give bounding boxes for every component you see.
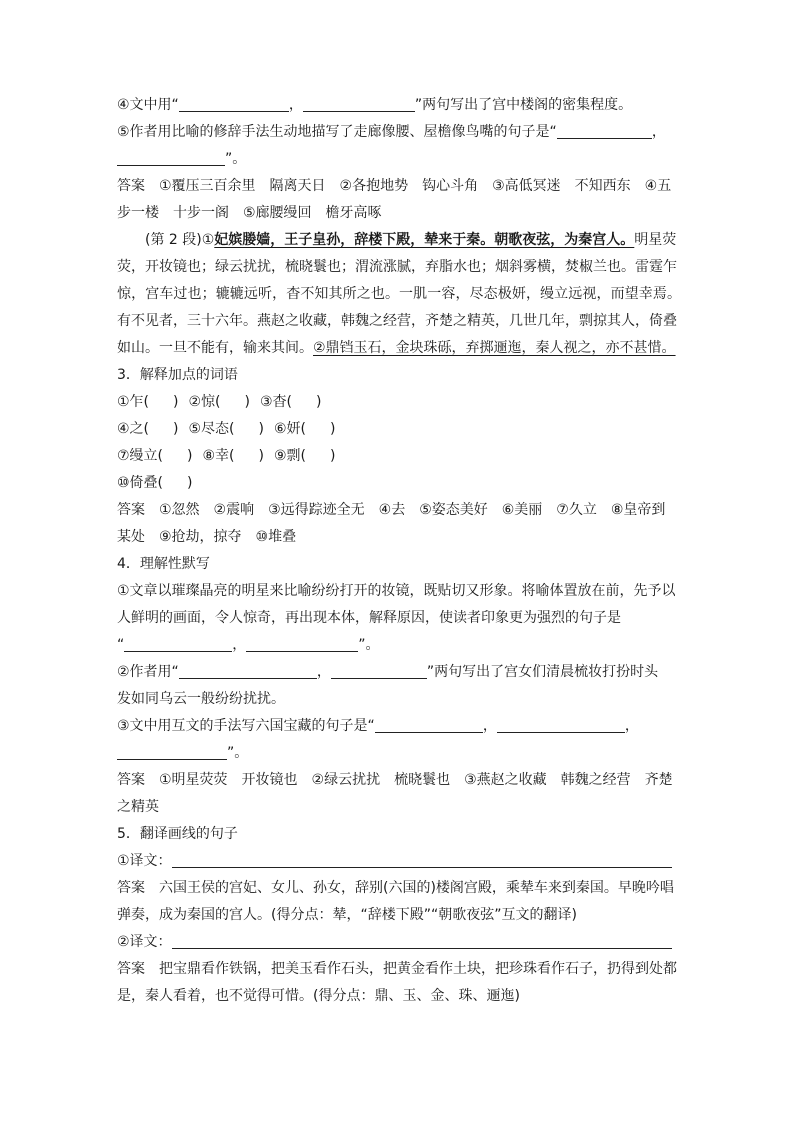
passage-underlined-2: ②鼎铛玉石，金块珠砾，弃掷逦迤，秦人视之，亦不甚惜。 xyxy=(313,340,676,356)
q4-item-1-line-3 xyxy=(117,632,677,659)
q2-answer-line-2 xyxy=(117,200,677,227)
q3-paren: ) xyxy=(187,448,193,464)
q4-item-3-line-2 xyxy=(117,740,677,767)
q2-item-4 xyxy=(117,92,677,119)
q3-word: ④之( xyxy=(117,421,150,437)
dotted-word: 杳 xyxy=(286,286,301,302)
q3-paren: ) xyxy=(173,421,179,437)
passage-line-1 xyxy=(117,227,677,254)
passage-underlined-1: 妃嫔媵嫱，王子皇孙，辞楼下殿，辇来于秦。朝歌夜弦，为秦宫人。 xyxy=(214,232,635,248)
dotted-word: 惊 xyxy=(117,286,132,302)
q4-item-2-blank-2[interactable] xyxy=(331,662,427,679)
dotted-word: 尽态 xyxy=(469,286,498,302)
q2-answer-line-1 xyxy=(117,173,677,200)
q3-word: ⑧幸( xyxy=(202,448,235,464)
q4-quote: ”。 xyxy=(358,637,380,653)
passage-text: 荧，开妆镜也；绿云扰扰，梳晓鬟也；渭流涨腻，弃脂水也；烟斜雾横，焚椒兰也。雷霆 xyxy=(117,259,663,275)
q4-title-text: 4．理解性默写 xyxy=(117,556,210,572)
passage-line-3 xyxy=(117,281,682,308)
q3-row-4 xyxy=(117,470,677,497)
q2-answer-text-2: 步一楼 十步一阁 ⑤廊腰缦回 檐牙高啄 xyxy=(117,205,382,221)
answer-label: 答案 xyxy=(117,772,145,788)
passage-text: 极 xyxy=(497,286,512,302)
q4-answer-line-2 xyxy=(117,794,677,821)
q3-title-text: 3．解释加点的词语 xyxy=(117,367,238,383)
passage-text: (第 2 段)① xyxy=(145,232,215,248)
q4-item-3-text: ③文中用互文的手法写六国宝藏的句子是“ xyxy=(117,718,375,734)
q3-paren: ) xyxy=(258,448,264,464)
q5-answer-1-text: 弹奏，成为秦国的宫人。(得分点：辇，“辞楼下殿”“朝歌夜弦”互文的翻译) xyxy=(117,907,577,923)
passage-line-4 xyxy=(117,308,677,335)
q3-word: ⑦缦立( xyxy=(117,448,164,464)
q3-paren: ) xyxy=(244,394,250,410)
q3-row-2 xyxy=(117,416,677,443)
answer-label: 答案 xyxy=(117,880,145,896)
q4-comma: ， xyxy=(482,718,497,734)
q5-answer-1-line-1 xyxy=(117,875,677,902)
q3-word: ①乍( xyxy=(117,394,150,410)
dotted-word: 幸 xyxy=(638,286,653,302)
q5-answer-2-line-2 xyxy=(117,983,677,1010)
q3-paren: ) xyxy=(315,394,322,410)
q2-item-5-tail: ”。 xyxy=(225,151,247,167)
dotted-word: 倚叠 xyxy=(649,313,677,329)
q2-item-4-text: ④文中用“ xyxy=(117,97,179,113)
q4-item-3-blank-1[interactable] xyxy=(375,716,483,733)
dotted-word: 剽 xyxy=(579,313,593,329)
q2-item-5 xyxy=(117,119,677,146)
q5-title-text: 5．翻译画线的句子 xyxy=(117,826,238,842)
q5-answer-2-text: 把宝鼎看作铁锅，把美玉看作石头，把黄金看作土块，把珍珠看作石子，扔得到处都 xyxy=(159,961,677,977)
q4-item-2-text: ②作者用“ xyxy=(117,664,179,680)
q5-translation-1-input[interactable] xyxy=(172,851,672,868)
q5-translation-1 xyxy=(117,848,677,875)
q4-item-2-line-1 xyxy=(117,659,677,686)
q3-word: ③杳( xyxy=(259,394,292,410)
q2-item-4-blank-1[interactable] xyxy=(179,95,289,112)
q3-answer-text-2: 某处 ⑨抢劫，掠夺 ⑩堆叠 xyxy=(117,529,297,545)
q3-answer-line-1 xyxy=(117,497,677,524)
q2-item-5-text: ⑤作者用比喻的修辞手法生动地描写了走廊像腰、屋檐像鸟嘴的句子是“ xyxy=(117,124,557,140)
q4-item-2-tail: ”两句写出了宫女们清晨梳妆打扮时头 xyxy=(426,664,659,680)
passage-text: 掠其人， xyxy=(593,313,649,329)
q2-item-5-comma: ， xyxy=(651,124,666,140)
passage-text: 。一旦不能有，输来其间。 xyxy=(145,340,313,356)
q4-item-1-line-1 xyxy=(117,578,677,605)
passage-line-5 xyxy=(117,335,677,362)
q3-word: ⑤尽态( xyxy=(188,421,235,437)
q3-paren: ) xyxy=(258,421,264,437)
passage-text: ， xyxy=(525,286,541,302)
q5-answer-2-line-1 xyxy=(117,956,677,983)
q4-comma: ， xyxy=(316,664,331,680)
q4-item-1-text: 人鲜明的画面，令人惊奇，再出现本体，解释原因，使读者印象更为强烈的句子是 xyxy=(117,610,621,626)
q3-word: ②惊( xyxy=(188,394,221,410)
dotted-word: 之 xyxy=(356,286,371,302)
q5-translation-2 xyxy=(117,929,677,956)
q4-item-3-blank-2[interactable] xyxy=(497,716,625,733)
q4-item-1-blank-2[interactable] xyxy=(246,635,358,652)
passage-text: 有不见者，三十六年。燕赵之收藏，韩魏之经营，齐楚之精英，几世几年， xyxy=(117,313,579,329)
q5-answer-1-line-2 xyxy=(117,902,677,929)
q5-translation-2-input[interactable] xyxy=(172,932,672,949)
q4-item-3-blank-3[interactable] xyxy=(117,743,227,760)
q4-answer-line-1 xyxy=(117,767,677,794)
q3-paren: ) xyxy=(329,421,336,437)
dotted-word: 如山 xyxy=(117,340,145,356)
q4-comma: ， xyxy=(624,718,639,734)
passage-text: 也。一肌一容， xyxy=(370,286,470,302)
q3-paren: ) xyxy=(187,475,193,491)
passage-text: 远视，而望 xyxy=(568,286,639,302)
q5-title xyxy=(117,821,677,848)
q5-translation-label: ②译文： xyxy=(117,934,172,950)
dotted-word: 妍 xyxy=(511,286,526,302)
q2-item-4-blank-2[interactable] xyxy=(303,95,415,112)
q3-row-3 xyxy=(117,443,677,470)
q4-item-3-tail: ”。 xyxy=(227,745,249,761)
q3-answer-line-2 xyxy=(117,524,677,551)
dotted-word: 缦立 xyxy=(540,286,569,302)
q3-answer-text-1: ①忽然 ②震响 ③远得踪迹全无 ④去 ⑤姿态美好 ⑥美丽 ⑦久立 ⑧皇帝到 xyxy=(159,502,666,518)
q5-answer-2-text: 是，秦人看着，也不觉得可惜。(得分点：鼎、玉、金、珠、逦迤) xyxy=(117,988,520,1004)
q3-word: ⑨剽( xyxy=(273,448,306,464)
q4-item-1-text: ①文章以璀璨晶亮的明星来比喻纷纷打开的妆镜，既贴切又形象。将喻体置放在前，先予以 xyxy=(117,583,676,599)
q5-answer-1-text: 六国王侯的宫妃、女儿、孙女，辞别(六国的)楼阁宫殿，乘辇车来到秦国。早晚吟唱 xyxy=(159,880,674,896)
q4-item-3-line-1 xyxy=(117,713,677,740)
passage-text: 焉。 xyxy=(652,286,682,302)
q3-word: ⑩倚叠( xyxy=(117,475,164,491)
q2-answer-text-1: ①覆压三百余里 隔离天日 ②各抱地势 钩心斗角 ③高低冥迷 不知西东 ④五 xyxy=(159,178,672,194)
dotted-word: 乍 xyxy=(663,259,677,275)
q4-quote: “ xyxy=(117,637,125,653)
q4-answer-text-2: 之精英 xyxy=(117,799,159,815)
passage-text: 明星荧 xyxy=(634,232,677,248)
answer-label: 答案 xyxy=(117,502,145,518)
answer-label: 答案 xyxy=(117,961,145,977)
q2-item-5-cont xyxy=(117,146,677,173)
q4-item-2-line-2 xyxy=(117,686,677,713)
q3-paren: ) xyxy=(329,448,336,464)
q2-item-4-tail: ”两句写出了宫中楼阁的密集程度。 xyxy=(414,97,633,113)
q4-comma: ， xyxy=(232,637,247,653)
q2-item-5-blank-1[interactable] xyxy=(557,122,652,139)
q4-answer-text-1: ①明星荧荧 开妆镜也 ②绿云扰扰 梳晓鬟也 ③燕赵之收藏 韩魏之经营 齐楚 xyxy=(159,772,673,788)
passage-text: ，宫车过也；辘辘远听， xyxy=(131,286,287,302)
q4-item-1-line-2 xyxy=(117,605,677,632)
passage-text: 不知其所 xyxy=(300,286,357,302)
q4-item-2-blank-1[interactable] xyxy=(179,662,317,679)
q2-item-5-blank-2[interactable] xyxy=(117,149,225,166)
passage-line-2 xyxy=(117,254,677,281)
q2-item-4-comma: ， xyxy=(288,97,303,113)
q3-row-1 xyxy=(117,389,677,416)
q4-item-1-blank-1[interactable] xyxy=(124,635,232,652)
q3-title xyxy=(117,362,677,389)
q3-paren: ) xyxy=(173,394,179,410)
q5-translation-label: ①译文： xyxy=(117,853,172,869)
worksheet-page xyxy=(117,92,682,1010)
q3-word: ⑥妍( xyxy=(273,421,306,437)
answer-label: 答案 xyxy=(117,178,145,194)
q4-item-2-text: 发如同乌云一般纷纷扰扰。 xyxy=(117,691,285,707)
q4-title xyxy=(117,551,677,578)
